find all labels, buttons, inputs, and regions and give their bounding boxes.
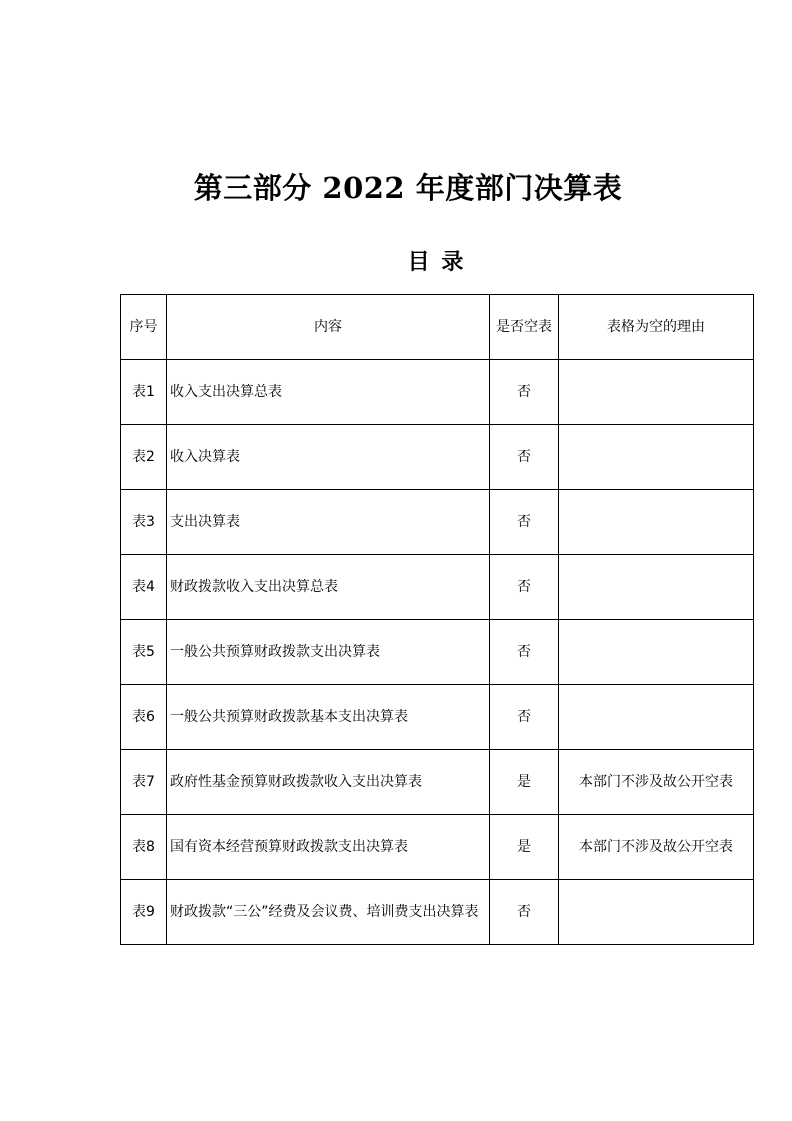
header-content: 内容 <box>167 295 490 360</box>
row-empty: 否 <box>490 620 559 685</box>
row-reason <box>559 425 754 490</box>
table-row <box>121 425 754 490</box>
header-empty: 是否空表 <box>490 295 559 360</box>
row-reason <box>559 490 754 555</box>
row-content: 政府性基金预算财政拨款收入支出决算表 <box>167 750 490 815</box>
row-empty: 是 <box>490 750 559 815</box>
table-header-row <box>121 295 754 360</box>
row-no: 表5 <box>121 620 167 685</box>
table-row <box>121 620 754 685</box>
header-no: 序号 <box>121 295 167 360</box>
row-no: 表3 <box>121 490 167 555</box>
row-content: 一般公共预算财政拨款支出决算表 <box>167 620 490 685</box>
row-reason: 本部门不涉及故公开空表 <box>559 815 754 880</box>
page-title: 第三部分 2022 年度部门决算表 <box>193 171 623 205</box>
row-reason <box>559 360 754 425</box>
row-empty: 是 <box>490 815 559 880</box>
row-content: 收入支出决算总表 <box>167 360 490 425</box>
table-row <box>121 750 754 815</box>
row-empty: 否 <box>490 555 559 620</box>
header-reason: 表格为空的理由 <box>559 295 754 360</box>
row-empty: 否 <box>490 880 559 945</box>
row-content: 收入决算表 <box>167 425 490 490</box>
row-reason: 本部门不涉及故公开空表 <box>559 750 754 815</box>
row-content: 国有资本经营预算财政拨款支出决算表 <box>167 815 490 880</box>
table-row <box>121 815 754 880</box>
row-no: 表4 <box>121 555 167 620</box>
table-row <box>121 685 754 750</box>
table-row <box>121 880 754 945</box>
row-empty: 否 <box>490 685 559 750</box>
row-no: 表6 <box>121 685 167 750</box>
row-reason <box>559 685 754 750</box>
row-no: 表9 <box>121 880 167 945</box>
row-content: 财政拨款收入支出决算总表 <box>167 555 490 620</box>
row-content: 财政拨款“三公”经费及会议费、培训费支出决算表 <box>167 880 490 945</box>
row-reason <box>559 880 754 945</box>
toc-heading: 目 录 <box>407 250 466 275</box>
row-empty: 否 <box>490 490 559 555</box>
row-no: 表1 <box>121 360 167 425</box>
table-row <box>121 555 754 620</box>
row-no: 表8 <box>121 815 167 880</box>
row-content: 一般公共预算财政拨款基本支出决算表 <box>167 685 490 750</box>
row-reason <box>559 620 754 685</box>
row-empty: 否 <box>490 360 559 425</box>
row-content: 支出决算表 <box>167 490 490 555</box>
table-row <box>121 490 754 555</box>
row-no: 表7 <box>121 750 167 815</box>
row-empty: 否 <box>490 425 559 490</box>
row-no: 表2 <box>121 425 167 490</box>
table-row <box>121 360 754 425</box>
row-reason <box>559 555 754 620</box>
toc-table <box>120 294 754 945</box>
